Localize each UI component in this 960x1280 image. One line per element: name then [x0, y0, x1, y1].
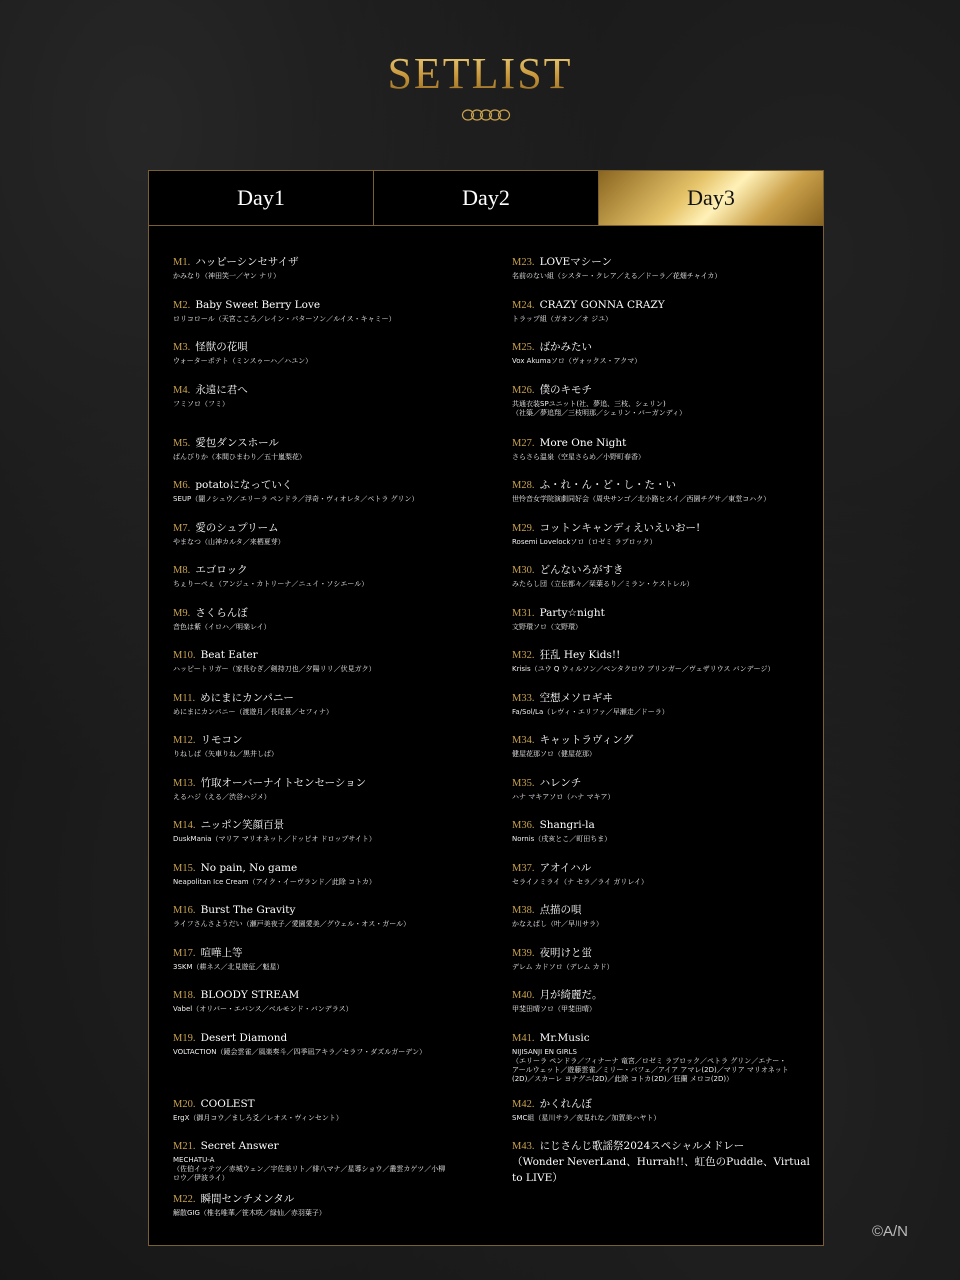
song-performers: さらさら温泉（空星さらめ／小野町春香） — [512, 452, 645, 461]
song-performers: SMC組（星川サラ／夜見れな／加賀美ハヤト） — [512, 1113, 661, 1122]
song-heading — [512, 561, 812, 577]
song-title: Desert Diamond — [200, 1031, 288, 1044]
song-number: M14. — [173, 820, 196, 831]
setlist-right-column — [512, 253, 812, 1184]
song-item — [173, 519, 493, 562]
song-title: どんないろがすき — [539, 564, 624, 576]
song-item — [173, 944, 493, 987]
song-number: M31. — [512, 607, 535, 619]
song-performers: かなえぱし（叶／早川サラ） — [512, 920, 603, 928]
song-performers: ハッピートリガー（家長むぎ／剣持刀也／夕陽リリ／伏見ガク） — [173, 665, 376, 673]
song-performers: 解散GIG（椎名唯華／笹木咲／緑仙／赤羽葉子） — [173, 1209, 326, 1217]
copyright-notice: ©A/N — [871, 1223, 908, 1240]
song-item — [512, 296, 812, 339]
song-number: M12. — [173, 735, 196, 746]
song-performers: 世怜音女学院演劇同好会（周央サンゴ／北小路ヒスイ／西園チグサ／東堂コハク） — [512, 495, 771, 503]
song-performers: フミソロ（フミ） — [173, 399, 229, 408]
song-title: Secret Answer — [200, 1140, 279, 1152]
song-heading — [173, 434, 493, 450]
song-heading — [173, 859, 493, 875]
song-number: M13. — [173, 777, 196, 789]
song-heading — [173, 381, 493, 397]
song-number: M9. — [173, 607, 191, 619]
song-heading — [512, 646, 812, 662]
song-item — [512, 519, 812, 562]
song-item — [173, 476, 493, 519]
song-performers: かみなり（神田笑一／ヤン ナリ） — [173, 272, 281, 280]
song-heading — [173, 1137, 493, 1153]
song-heading — [173, 816, 493, 832]
song-number: M28. — [512, 480, 535, 491]
song-performers: 文野環ソロ（文野環） — [512, 622, 582, 631]
song-item — [512, 901, 812, 944]
song-number: M18. — [173, 990, 196, 1001]
song-title: エゴロック — [195, 564, 248, 576]
song-performers: VOLTACTION（鏡会雲雀／風楽奏斗／四季凪アキラ／セラフ・ダズルガーデン） — [173, 1047, 427, 1056]
song-number: M43. — [512, 1141, 535, 1152]
song-item — [512, 1029, 812, 1095]
song-item — [512, 816, 812, 859]
song-title: Shangri-la — [539, 819, 595, 831]
song-heading — [173, 1190, 493, 1206]
song-heading — [173, 476, 493, 492]
song-number: M17. — [173, 947, 196, 959]
song-heading — [512, 986, 812, 1002]
song-item — [512, 253, 812, 296]
song-heading — [512, 1095, 812, 1111]
song-performers: 3SKM（耕ネス／北見遊征／魁星） — [173, 962, 284, 971]
setlist-panel — [148, 170, 824, 1246]
song-title: ニッポン笑顔百景 — [200, 819, 285, 831]
song-performers: 甲斐田晴ソロ（甲斐田晴） — [512, 1005, 596, 1013]
song-title: Beat Eater — [200, 649, 258, 661]
song-number: M7. — [173, 522, 191, 534]
song-number: M38. — [512, 905, 535, 916]
song-performers: DuskMania（マリア マリオネット／ドッピオ ドロップサイト） — [173, 835, 376, 843]
tab-day2[interactable]: Day2 — [374, 171, 599, 225]
song-title: 月が綺麗だ。 — [539, 989, 603, 1001]
song-performers: ErgX（御月コウ／ましろ爻／レオス・ヴィンセント） — [173, 1113, 343, 1122]
song-title: 永遠に君へ — [195, 383, 248, 396]
song-item — [173, 1137, 493, 1190]
song-performers: Nornis（戌亥とこ／町田ちま） — [512, 835, 612, 843]
song-title: 僕のキモチ — [539, 383, 593, 396]
day-tabs — [149, 171, 823, 226]
song-number: M41. — [512, 1032, 535, 1044]
song-title: ばかみたい — [539, 341, 593, 353]
song-item — [512, 689, 812, 732]
song-heading — [173, 296, 493, 312]
song-heading — [173, 1029, 493, 1045]
song-title: 竹取オーバーナイトセンセーション — [200, 776, 367, 789]
song-number: M10. — [173, 650, 196, 661]
song-item — [512, 476, 812, 519]
song-heading — [512, 1137, 812, 1185]
song-number: M8. — [173, 565, 191, 576]
song-performers: セライノミライ（ナ セラ／ライ ガリレイ） — [512, 877, 649, 886]
song-performers: ちぇりーぺぇ（アンジュ・カトリーナ／ニュイ・ソシエール） — [173, 580, 369, 588]
song-number: M2. — [173, 299, 191, 311]
song-heading — [512, 901, 812, 917]
song-number: M6. — [173, 480, 191, 491]
song-heading — [512, 816, 812, 832]
song-number: M34. — [512, 735, 535, 746]
song-title: 瞬間センチメンタル — [200, 1193, 295, 1205]
song-item — [173, 434, 493, 477]
song-title: 空想メソロギヰ — [539, 691, 613, 704]
song-performers: ライフさんさようだい（瀬戸美夜子／愛園愛美／グウェル・オス・ガール） — [173, 920, 411, 928]
song-performers: 共通衣装SPユニット(社、夢追、三枝、シェリン) （社築／夢追翔／三枝明那／シェリン・バーガンディ） — [512, 399, 687, 417]
song-item — [512, 646, 812, 689]
song-performers: めにまにカンパニー（渡遊月／長尾景／セフィナ） — [173, 707, 333, 716]
song-performers: 健屋花那ソロ（健屋花那） — [512, 750, 596, 758]
song-heading — [512, 689, 812, 705]
song-heading — [173, 253, 493, 269]
song-title: 喧嘩上等 — [200, 946, 243, 959]
song-item — [173, 253, 493, 296]
song-heading — [512, 1029, 812, 1045]
song-performers: ウォーターポテト（ミンスゥーハ／ハユン） — [173, 357, 313, 365]
song-title: More One Night — [539, 436, 627, 449]
song-performers: Krisis（ユウ Q ウィルソン／ベンタクロウ ブリンガー／ヴェザリウス バンデージ） — [512, 665, 775, 673]
song-item — [173, 689, 493, 732]
song-title: かくれんぼ — [539, 1097, 593, 1110]
song-number: M27. — [512, 437, 535, 449]
song-heading — [173, 646, 493, 662]
song-item — [512, 338, 812, 381]
song-performers: SEUP（闇ノシュウ／エリーラ ペンドラ／浮奇・ヴィオレタ／ペトラ グリン） — [173, 495, 419, 503]
song-performers: Vabel（オリバー・エバンス／ベルモンド・バンデラス） — [173, 1005, 353, 1013]
song-number: M26. — [512, 384, 535, 396]
song-performers: デレム カドソロ（デレム カド） — [512, 962, 614, 971]
song-heading — [512, 338, 812, 354]
song-title: さくらんぼ — [195, 606, 248, 619]
song-title: リモコン — [200, 734, 243, 746]
song-heading — [173, 519, 493, 535]
song-heading — [173, 901, 493, 917]
song-number: M39. — [512, 947, 535, 959]
song-title: めにまにカンパニー — [200, 691, 294, 704]
song-number: M33. — [512, 692, 535, 704]
song-title: キャットラヴィング — [539, 734, 634, 746]
song-item — [173, 986, 493, 1029]
song-number: M4. — [173, 384, 191, 396]
song-title: Burst The Gravity — [200, 904, 296, 916]
song-item — [173, 338, 493, 381]
tab-day3[interactable]: Day3 — [599, 171, 823, 225]
song-performers: ばんびりか（本間ひまわり／五十嵐梨花） — [173, 452, 306, 461]
song-heading — [512, 731, 812, 747]
song-item — [173, 646, 493, 689]
song-title: Party☆night — [539, 606, 605, 619]
song-item — [173, 859, 493, 902]
song-performers: NIJISANJI EN GIRLS （エリーラ ペンドラ／フィナーナ 竜宮／ロゼミ ラブロック／ペトラ グリン／エナー・ アールウェット／遊藤雲雀／ミリー・パフェ／アイア アマレ(2D)／マリア マリオネット (2D)／スカーレ ヨナグニ(2D)／此除 コトカ(2D)／狂蘭 メロコ(2D)） — [512, 1047, 789, 1083]
song-number: M3. — [173, 342, 191, 353]
song-performers: MECHATU-A （佐伯イッテツ／赤城ウェン／宇佐美リト／緋八マナ／星導ショウ／叢雲カゲツ／小柳 ロウ／伊波ライ） — [173, 1156, 446, 1182]
song-item — [512, 1095, 812, 1138]
song-title: ハッピーシンセサイザ — [195, 256, 299, 268]
song-item — [512, 944, 812, 987]
song-number: M42. — [512, 1098, 535, 1110]
song-heading — [173, 731, 493, 747]
song-performers: Neapolitan Ice Cream（アイク・イーヴランド／此除 コトカ） — [173, 877, 376, 886]
song-performers: 音色は紫（イロハ／明楽レイ） — [173, 622, 271, 631]
song-performers: ハナ マキアソロ（ハナ マキア） — [512, 792, 615, 801]
song-item — [173, 901, 493, 944]
page-title: SETLIST — [0, 48, 960, 99]
song-number: M5. — [173, 437, 191, 449]
song-title: コットンキャンディえいえいおー! — [539, 521, 701, 534]
song-item — [173, 1029, 493, 1095]
tab-day1[interactable]: Day1 — [149, 171, 374, 225]
song-title: 愛のシュプリーム — [195, 521, 279, 534]
song-item — [512, 604, 812, 647]
song-title: 点描の唄 — [539, 904, 582, 916]
song-number: M16. — [173, 905, 196, 916]
song-title: 狂乱 Hey Kids!! — [539, 649, 621, 661]
song-performers: トラップ組（ガオン／オ ジユ） — [512, 314, 613, 323]
song-title: 夜明けと蛍 — [539, 946, 593, 959]
song-title: LOVEマシーン — [539, 256, 612, 268]
song-number: M40. — [512, 990, 535, 1001]
song-heading — [173, 986, 493, 1002]
song-heading — [512, 381, 812, 397]
song-performers: やまなつ（山神カルタ／来栖夏芽） — [173, 537, 285, 546]
song-item — [512, 561, 812, 604]
song-title: 愛包ダンスホール — [195, 436, 279, 449]
song-heading — [173, 604, 493, 620]
song-number: M21. — [173, 1141, 196, 1152]
song-title: アオイハル — [539, 861, 592, 874]
song-performers: えるハジ（える／渋谷ハジメ） — [173, 792, 271, 801]
song-item — [173, 774, 493, 817]
song-heading — [512, 434, 812, 450]
song-title: COOLEST — [200, 1097, 255, 1110]
song-number: M32. — [512, 650, 535, 661]
song-title: 怪獣の花唄 — [195, 341, 248, 353]
song-number: M35. — [512, 777, 535, 789]
song-heading — [512, 604, 812, 620]
song-heading — [512, 296, 812, 312]
song-heading — [512, 253, 812, 269]
song-number: M19. — [173, 1032, 196, 1044]
song-title: ふ・れ・ん・ど・し・た・い — [539, 479, 677, 491]
song-heading — [173, 1095, 493, 1111]
song-heading — [173, 689, 493, 705]
song-item — [173, 816, 493, 859]
song-item — [512, 381, 812, 434]
song-number: M37. — [512, 862, 535, 874]
song-item — [173, 604, 493, 647]
song-number: M1. — [173, 257, 191, 268]
song-heading — [173, 774, 493, 790]
song-number: M22. — [173, 1194, 196, 1205]
song-title: ハレンチ — [539, 776, 582, 789]
song-item — [173, 1095, 493, 1138]
song-heading — [512, 859, 812, 875]
song-number: M23. — [512, 257, 535, 268]
rings-ornament-icon — [461, 108, 513, 122]
song-number: M36. — [512, 820, 535, 831]
song-item — [512, 859, 812, 902]
song-item — [512, 434, 812, 477]
song-number: M20. — [173, 1098, 196, 1110]
song-item — [173, 1190, 493, 1233]
song-heading — [512, 774, 812, 790]
song-item — [512, 1137, 812, 1184]
song-item — [173, 296, 493, 339]
song-title: BLOODY STREAM — [200, 989, 300, 1001]
song-item — [173, 561, 493, 604]
song-number: M11. — [173, 692, 196, 704]
song-title: No pain, No game — [200, 861, 298, 874]
song-number: M24. — [512, 299, 535, 311]
song-heading — [512, 944, 812, 960]
song-performers: ロリコロール（天宮こころ／レイン・パターソン／ルイス・キャミー） — [173, 314, 396, 323]
song-performers: 名前のない組（シスター・クレア／える／ドーラ／花畑チャイカ） — [512, 272, 722, 280]
song-title: Mr.Music — [539, 1031, 590, 1044]
song-performers: りねしば（矢車りね／黒井しば） — [173, 750, 278, 758]
song-performers: Vox Akumaソロ（ヴォックス・アクマ） — [512, 357, 642, 365]
song-title: potatoになっていく — [195, 479, 293, 491]
song-item — [512, 774, 812, 817]
song-performers: みたらし団（立伝都々／栞葉るり／ミラン・ケストレル） — [512, 580, 694, 588]
song-title: Baby Sweet Berry Love — [195, 298, 321, 311]
song-heading — [512, 519, 812, 535]
song-item — [173, 731, 493, 774]
song-title: にじさんじ歌謡祭2024スペシャルメドレー （Wonder NeverLand、Hurrah!!、虹色のPuddle、Virtual to LIVE） — [512, 1140, 810, 1184]
song-heading — [173, 338, 493, 354]
song-number: M30. — [512, 565, 535, 576]
song-performers: Rosemi Lovelockソロ（ロゼミ ラブロック） — [512, 537, 657, 546]
song-number: M15. — [173, 862, 196, 874]
song-number: M25. — [512, 342, 535, 353]
song-title: CRAZY GONNA CRAZY — [539, 298, 665, 311]
song-heading — [173, 944, 493, 960]
song-performers: Fa/Sol/La（レヴィ・エリファ／早瀬走／ドーラ） — [512, 707, 669, 716]
song-item — [512, 731, 812, 774]
song-heading — [173, 561, 493, 577]
song-heading — [512, 476, 812, 492]
song-item — [512, 986, 812, 1029]
song-item — [173, 381, 493, 434]
song-number: M29. — [512, 522, 535, 534]
setlist-left-column — [173, 253, 493, 1233]
